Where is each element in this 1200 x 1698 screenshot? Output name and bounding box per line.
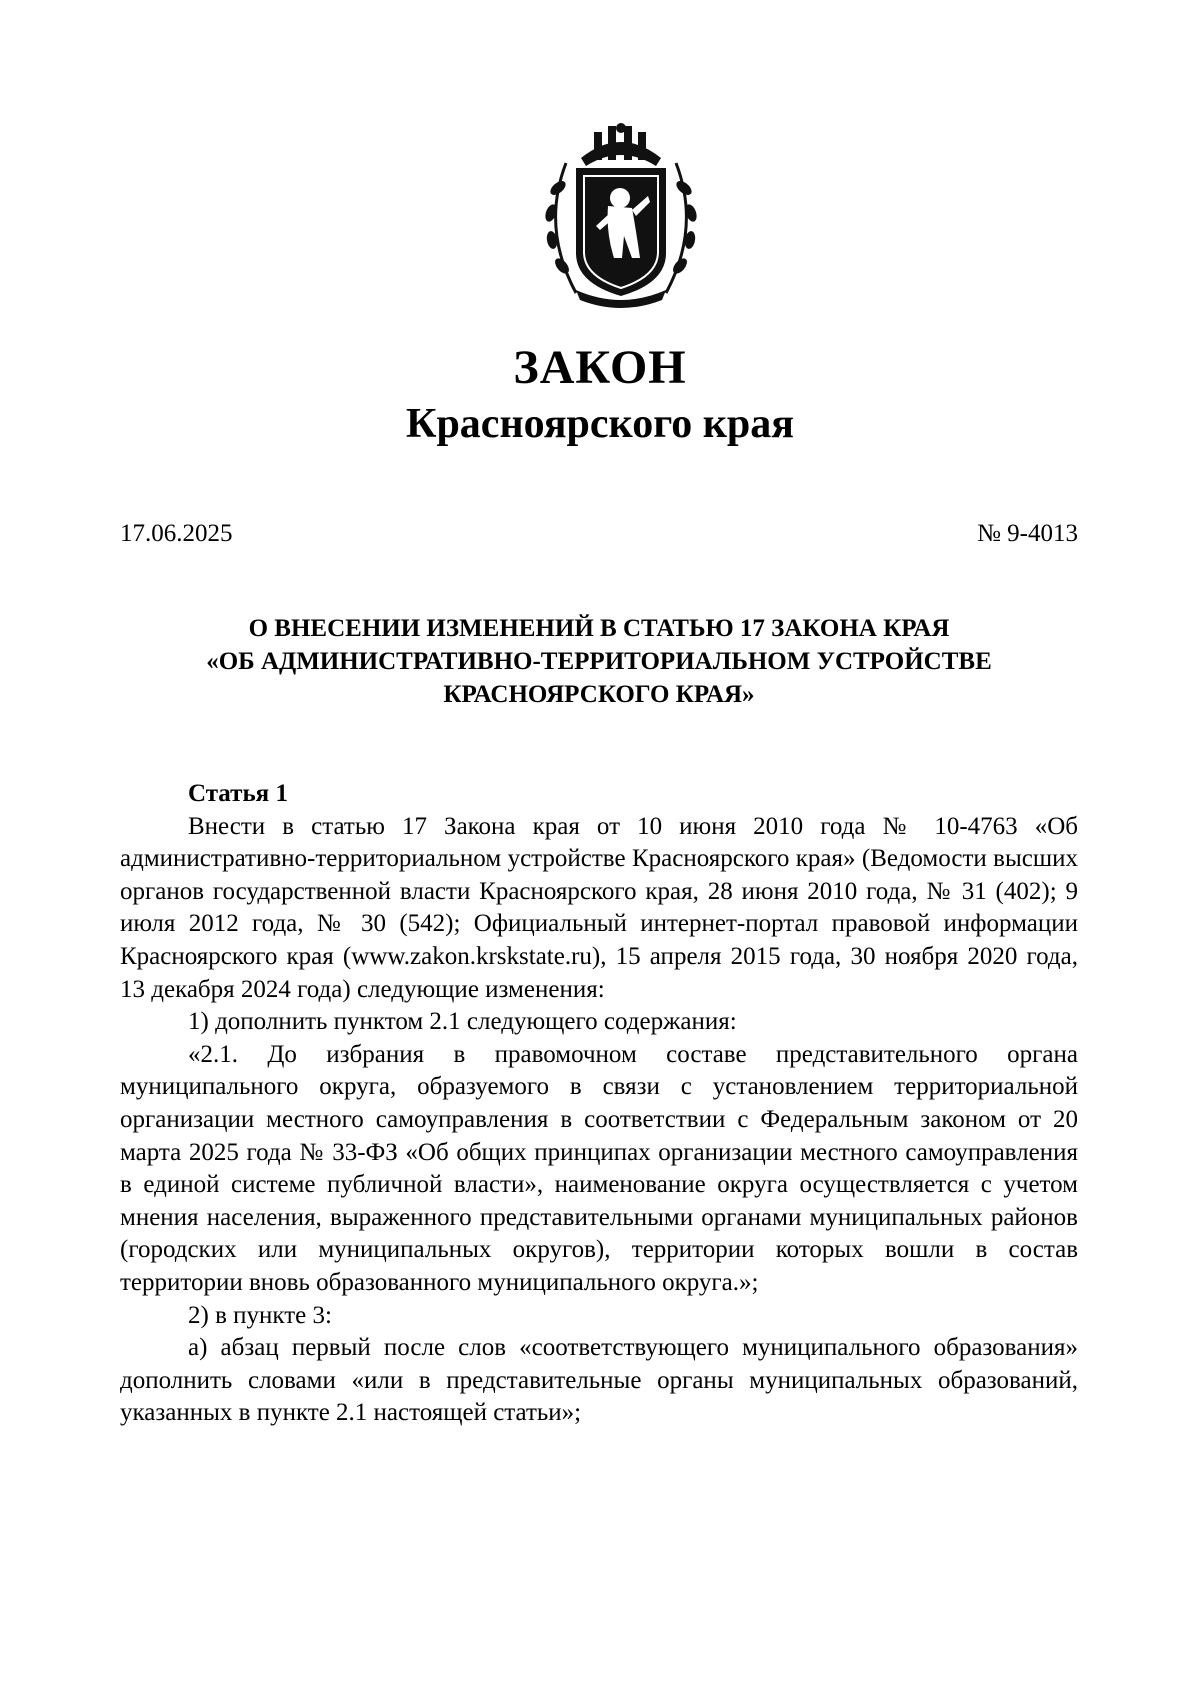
article-title: Статья 1 bbox=[188, 780, 288, 807]
law-heading bbox=[120, 612, 1078, 711]
paragraph: «2.1. До избрания в правомочном составе представительного органа муниципального округа, образуемого в связи с установлением территориальной организации местного самоуправления в соответствии с Федеральным законом от 20 марта 2025 года № 33-ФЗ «Об общих принципах организации местного самоуправления в единой системе публичной власти», наименование округа осуществляется с учетом мнения населения, выраженного представительными органами муниципальных районов (городских или муниципальных округов), территории которых вошли в состав территории вновь образованного муниципального округа.»; bbox=[120, 1040, 1078, 1296]
region-title: Красноярского края bbox=[405, 401, 795, 447]
heading-line: О ВНЕСЕНИИ ИЗМЕНЕНИЙ В СТАТЬЮ 17 ЗАКОНА КРАЯ bbox=[248, 615, 950, 642]
paragraph: а) абзац первый после слов «соответствующего муниципального образования» дополнить словами «или в представительные органы муниципальных образований, указанных в пункте 2.1 настоящей статьи»; bbox=[120, 1334, 1078, 1427]
law-date: 17.06.2025 bbox=[120, 520, 233, 547]
heading-line: «ОБ АДМИНИСТРАТИВНО-ТЕРРИТОРИАЛЬНОМ УСТРОЙСТВЕ bbox=[206, 648, 992, 675]
paragraph: 1) дополнить пунктом 2.1 следующего содержания: bbox=[188, 1008, 737, 1036]
paragraph: 2) в пункте 3: bbox=[188, 1301, 332, 1329]
krasnoyarsk-coat-of-arms-icon bbox=[536, 118, 706, 313]
paragraph: Внести в статью 17 Закона края от 10 июня 2010 года № 10-4763 «Об административно-территориальном устройстве Красноярского края» (Ведомости высших органов государственной власти Красноярского края, 28 июня 2010 года, № 31 (402); 9 июля 2012 года, № 30 (542); Официальный интернет-портал правовой информации Красноярского края (www.zakon.krskstate.ru), 15 апреля 2015 года, 30 ноября 2020 года, 13 декабря 2024 года) следующие изменения: bbox=[120, 812, 1078, 1003]
law-title: ЗАКОН bbox=[513, 341, 687, 394]
law-body bbox=[120, 778, 1078, 1430]
law-number: № 9-4013 bbox=[977, 520, 1078, 547]
heading-line: КРАСНОЯРСКОГО КРАЯ» bbox=[443, 681, 755, 708]
coat-of-arms-emblem bbox=[536, 118, 706, 313]
